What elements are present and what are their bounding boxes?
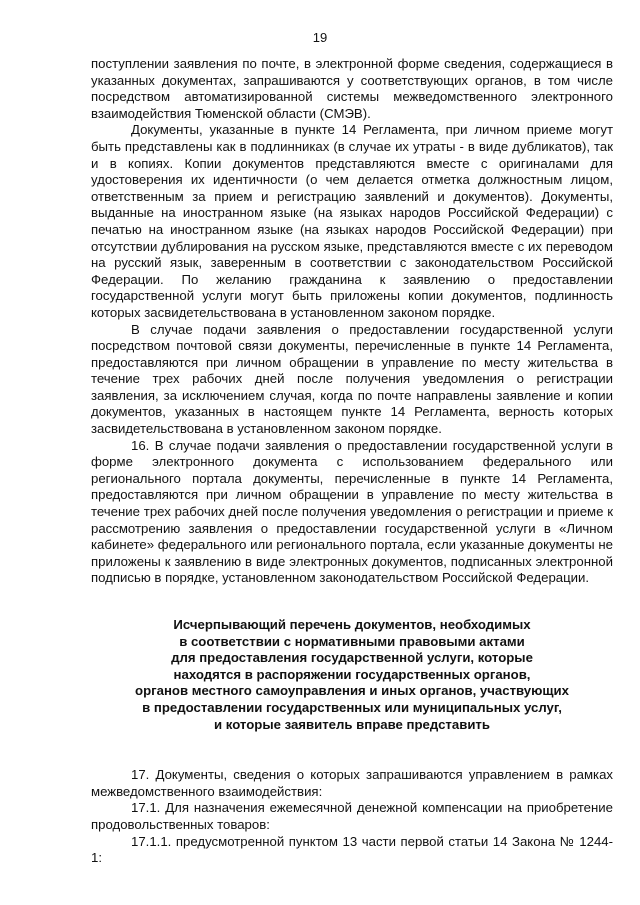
heading-line: в предоставлении государственных или муниципальных услуг, — [142, 699, 562, 715]
paragraph: 17. Документы, сведения о которых запрашиваются управлением в рамках межведомственного взаимодействия: — [91, 767, 613, 799]
heading-line: находятся в распоряжении государственных органов, — [173, 666, 531, 682]
heading-line: в соответствии с нормативными правовыми актами — [179, 633, 525, 649]
heading-line: органов местного самоуправления и иных органов, участвующих — [135, 683, 569, 699]
heading-line: для предоставления государственной услуги, которые — [171, 650, 533, 666]
paragraph: поступлении заявления по почте, в электронной форме сведения, содержащиеся в указанных документах, запрашиваются у соответствующих органов, в том числе посредством автоматизированной системы межведомственного электронного взаимодействия Тюменской области (СМЭВ). — [91, 56, 613, 121]
paragraph: В случае подачи заявления о предоставлении государственной услуги посредством почтовой связи документы, перечисленные в пункте 14 Регламента, предоставляются при личном обращении в управление по месту жительства в течение трех рабочих дней после получения уведомления о регистрации заявления, за исключением случая, когда по почте направлены заявление и копии документов, указанных в настоящем пункте 14 Регламента, верность которых засвидетельствована в установленном законом порядке. — [91, 321, 613, 437]
paragraph: 17.1.1. предусмотренной пунктом 13 части первой статьи 14 Закона № 1244-1: — [91, 833, 613, 866]
heading-line: Исчерпывающий перечень документов, необходимых — [173, 617, 531, 632]
paragraph: 16. В случае подачи заявления о предоставлении государственной услуги в форме электронного документа с использованием федерального или регионального портала документы, перечисленные в пункте 14 Регламента, предоставляются при личном обращении в управление по месту жительства в течение трех рабочих дней после получения уведомления о регистрации и приеме к рассмотрению заявления о предоставлении государственной услуги в «Личном кабинете» федерального или регионального портала, если указанные документы не приложены к заявлению в виде электронных документов, подписанных электронной подписью в порядке, установленном законодательством Российской Федерации. — [91, 437, 613, 586]
paragraph: Документы, указанные в пункте 14 Регламента, при личном приеме могут быть представлены как в подлинниках (в случае их утраты - в виде дубликатов), так и в копиях. Копии документов представляются вместе с оригиналами для удостоверения их идентичности (о чем делается отметка должностным лицом, ответственным за прием и регистрацию заявлений и документов). Документы, выданные на иностранном языке (на языках народов Российской Федерации) с печатью на иностранном языке (на языках народов Российской Федерации) при отсутствии дублирования на русском языке, представляются вместе с их переводом на русский язык, заверенным в соответствии с законодательством Российской Федерации. По желанию гражданина к заявлению о предоставлении государственной услуги могут быть приложены копии документов, подлинность которых засвидетельствована в установленном законом порядке. — [91, 122, 613, 320]
document-body — [91, 56, 613, 867]
paragraph: 17.1. Для назначения ежемесячной денежной компенсации на приобретение продовольственных товаров: — [91, 800, 613, 832]
page-number: 19 — [312, 30, 328, 45]
section-heading — [91, 617, 613, 733]
heading-line: и которые заявитель вправе представить — [214, 716, 490, 732]
